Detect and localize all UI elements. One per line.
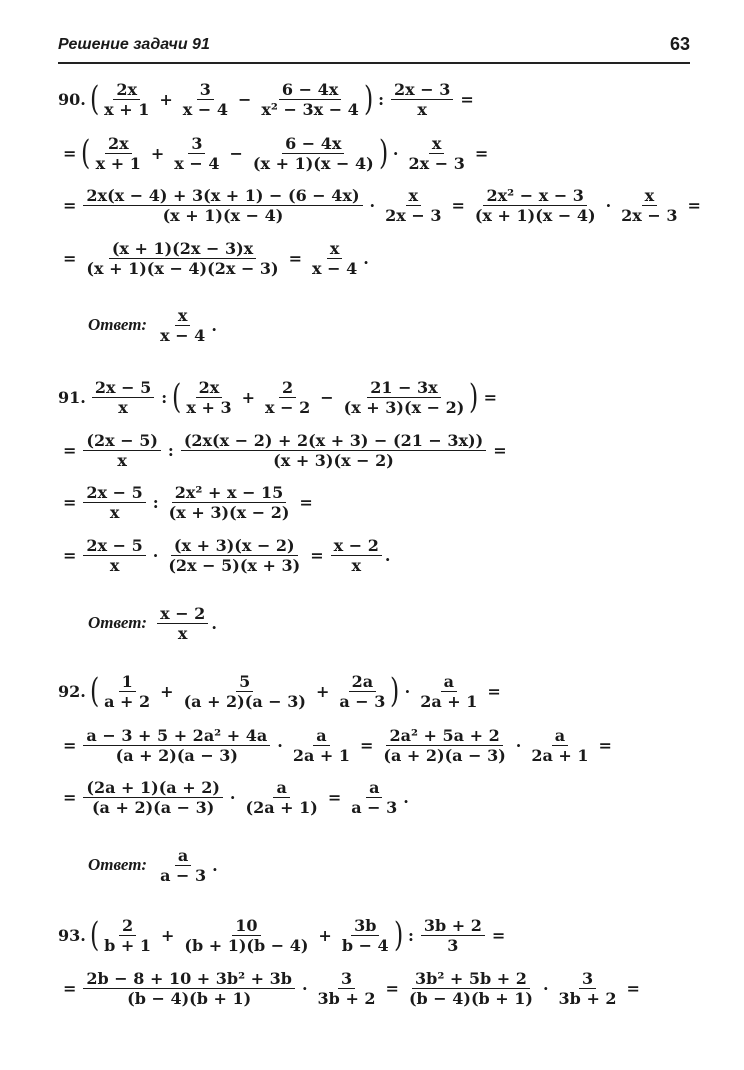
- numerator: 3b² + 5b + 2: [412, 969, 530, 989]
- operator: −: [229, 143, 243, 163]
- numerator: 2x² − x − 3: [483, 186, 586, 206]
- operator: =: [288, 248, 303, 268]
- problem-91-answer: [88, 598, 217, 648]
- operator: =: [491, 925, 506, 945]
- denominator: x: [417, 99, 427, 119]
- denominator: 2x − 3: [621, 205, 678, 225]
- fraction: [101, 80, 152, 119]
- denominator: b + 1: [104, 935, 151, 955]
- problem-90-line-1: [58, 74, 479, 124]
- operator: :: [152, 492, 159, 512]
- denominator: x − 4: [160, 325, 206, 345]
- operator: :: [161, 387, 168, 407]
- open-paren: (: [89, 79, 100, 119]
- problem-92-line-1: [58, 666, 506, 716]
- fraction: [331, 536, 382, 575]
- numerator: 3b: [351, 916, 379, 936]
- operator: =: [63, 492, 77, 512]
- answer-label: Ответ:: [88, 613, 148, 632]
- operator: +: [241, 387, 255, 407]
- fraction: [528, 726, 591, 765]
- operator: =: [63, 195, 77, 215]
- denominator: (x + 3)(x − 2): [273, 450, 394, 470]
- running-title: Решение задачи 91: [58, 36, 210, 53]
- numerator: x − 2: [331, 536, 382, 556]
- fraction: [83, 186, 362, 225]
- period: .: [212, 855, 218, 875]
- fraction: [472, 186, 599, 225]
- numerator: x − 2: [157, 604, 208, 624]
- numerator: 2x − 5: [83, 536, 145, 556]
- denominator: b − 4: [341, 935, 389, 955]
- numerator: 2x − 3: [391, 80, 453, 100]
- fraction: [83, 726, 270, 765]
- fraction: [181, 672, 309, 711]
- fraction: [405, 134, 467, 173]
- operator: =: [483, 387, 498, 407]
- problem-93-line-1: [58, 910, 510, 960]
- numerator: (x + 3)(x − 2): [171, 536, 298, 556]
- numerator: a: [441, 672, 457, 692]
- close-paren: ): [378, 133, 388, 173]
- operator: =: [63, 735, 77, 755]
- denominator: a − 3: [351, 797, 398, 817]
- fraction: [166, 483, 293, 522]
- fraction: [83, 239, 281, 278]
- page-header: [58, 30, 690, 62]
- open-paren: (: [89, 671, 100, 711]
- operator: =: [63, 440, 77, 460]
- denominator: (2x − 5)(x + 3): [168, 555, 301, 575]
- fraction: [83, 778, 223, 817]
- denominator: 2x − 3: [385, 205, 442, 225]
- denominator: (x + 3)(x − 2): [343, 397, 465, 417]
- numerator: (2x(x − 2) + 2(x + 3) − (21 − 3x)): [181, 431, 486, 451]
- numerator: (x + 1)(2x − 3)x: [109, 239, 256, 259]
- denominator: a + 2: [104, 691, 151, 711]
- fraction: [92, 378, 154, 417]
- page-number: 63: [669, 34, 690, 54]
- denominator: x: [177, 623, 188, 643]
- operator: +: [150, 143, 165, 163]
- denominator: x − 4: [182, 99, 228, 119]
- operator: =: [299, 492, 313, 512]
- operator: :: [407, 925, 414, 945]
- answer-fraction: [157, 846, 209, 885]
- numerator: a: [273, 778, 289, 798]
- numerator: 2x: [105, 134, 132, 154]
- denominator: (x + 1)(x − 4): [474, 205, 596, 225]
- operator: +: [315, 681, 330, 701]
- problem-number: 91.: [58, 387, 86, 407]
- operator: =: [460, 89, 474, 109]
- numerator: 3b + 2: [421, 916, 485, 936]
- fraction: [618, 186, 680, 225]
- problem-90-line-4: [58, 233, 369, 283]
- denominator: (x + 1)(x − 4): [252, 153, 374, 173]
- operator: ·: [152, 545, 159, 565]
- period: .: [363, 248, 369, 268]
- fraction: [181, 916, 311, 955]
- problem-91-line-1: [58, 372, 502, 422]
- denominator: x − 4: [174, 153, 220, 173]
- fraction: [171, 134, 222, 173]
- denominator: (2a + 1): [245, 797, 318, 817]
- numerator: x: [429, 134, 445, 154]
- numerator: (2x − 5): [83, 431, 161, 451]
- denominator: (a + 2)(a − 3): [91, 797, 215, 817]
- fraction: [83, 536, 145, 575]
- denominator: (a + 2)(a − 3): [383, 745, 506, 765]
- numerator: x: [406, 186, 422, 206]
- denominator: 2x − 3: [408, 153, 465, 173]
- denominator: a − 3: [339, 691, 386, 711]
- operator: =: [310, 545, 324, 565]
- fraction: [93, 134, 144, 173]
- denominator: (a + 2)(a − 3): [115, 745, 238, 765]
- fraction: [315, 969, 379, 1008]
- open-paren: (: [81, 133, 91, 173]
- operator: +: [160, 925, 175, 945]
- fraction: [258, 80, 361, 119]
- operator: ·: [542, 978, 549, 998]
- denominator: (b + 1)(b − 4): [184, 935, 309, 955]
- denominator: x: [109, 555, 120, 575]
- operator: −: [237, 89, 252, 109]
- denominator: x: [118, 397, 128, 417]
- problem-92-answer: [88, 840, 218, 890]
- operator: =: [626, 978, 640, 998]
- problem-90-line-3: [58, 180, 706, 230]
- problem-91-line-4: [58, 530, 390, 580]
- denominator: 3b + 2: [317, 988, 376, 1008]
- fraction: [309, 239, 360, 278]
- numerator: a: [175, 846, 191, 866]
- operator: =: [687, 195, 701, 215]
- numerator: a: [366, 778, 382, 798]
- fraction: [290, 726, 353, 765]
- fraction: [180, 80, 231, 119]
- fraction: [341, 378, 468, 417]
- denominator: 2a + 1: [531, 745, 589, 765]
- fraction: [83, 969, 295, 1008]
- fraction: [380, 726, 508, 765]
- fraction: [83, 431, 161, 470]
- denominator: (a + 2)(a − 3): [183, 691, 306, 711]
- fraction: [382, 186, 444, 225]
- answer-fraction: [157, 306, 208, 345]
- fraction: [101, 916, 154, 955]
- operator: :: [167, 440, 174, 460]
- denominator: (x + 3)(x − 2): [168, 502, 290, 522]
- numerator: 5: [236, 672, 253, 692]
- operator: ·: [605, 195, 612, 215]
- denominator: x + 3: [186, 397, 232, 417]
- denominator: x − 4: [312, 258, 358, 278]
- denominator: 3: [447, 935, 459, 955]
- numerator: x: [327, 239, 343, 259]
- operator: ·: [392, 143, 399, 163]
- fraction: [181, 431, 486, 470]
- numerator: x: [642, 186, 658, 206]
- operator: +: [160, 681, 174, 701]
- numerator: 3: [188, 134, 205, 154]
- numerator: 3: [579, 969, 596, 989]
- fraction: [183, 378, 234, 417]
- numerator: 2a: [349, 672, 377, 692]
- numerator: 6 − 4x: [282, 134, 344, 154]
- problem-90-answer: [88, 300, 217, 350]
- fraction: [339, 916, 392, 955]
- fraction: [83, 483, 145, 522]
- fraction: [421, 916, 485, 955]
- denominator: (x + 1)(x − 4)(2x − 3): [86, 258, 279, 278]
- numerator: 6 − 4x: [279, 80, 341, 100]
- denominator: 3b + 2: [558, 988, 617, 1008]
- operator: ·: [277, 735, 283, 755]
- numerator: a: [552, 726, 568, 746]
- operator: ·: [229, 787, 236, 807]
- numerator: a − 3 + 5 + 2a² + 4a: [83, 726, 270, 746]
- operator: =: [63, 545, 77, 565]
- operator: =: [385, 978, 399, 998]
- numerator: 10: [232, 916, 260, 936]
- close-paren: ): [469, 377, 479, 417]
- denominator: x² − 3x − 4: [261, 99, 359, 119]
- fraction: [336, 672, 388, 711]
- fraction: [101, 672, 153, 711]
- operator: =: [63, 143, 77, 163]
- denominator: (x + 1)(x − 4): [162, 205, 284, 225]
- denominator: a − 3: [160, 865, 207, 885]
- close-paren: ): [363, 79, 374, 119]
- open-paren: (: [89, 915, 100, 955]
- numerator: 2b − 8 + 10 + 3b² + 3b: [83, 969, 295, 989]
- denominator: (b − 4)(b + 1): [408, 988, 533, 1008]
- problem-90-line-2: [58, 128, 493, 178]
- numerator: 3: [338, 969, 355, 989]
- operator: ·: [369, 195, 376, 215]
- header-rule: [58, 62, 690, 64]
- problem-93-line-2: [58, 963, 645, 1013]
- fraction: [250, 134, 377, 173]
- numerator: 3: [197, 80, 214, 100]
- numerator: 2: [279, 378, 296, 398]
- operator: =: [360, 735, 374, 755]
- operator: =: [451, 195, 465, 215]
- operator: =: [63, 787, 77, 807]
- period: .: [384, 545, 391, 565]
- operator: =: [63, 248, 77, 268]
- open-paren: (: [172, 377, 182, 417]
- fraction: [348, 778, 400, 817]
- operator: ·: [404, 681, 411, 701]
- numerator: 2x − 5: [92, 378, 154, 398]
- problem-number: 92.: [58, 681, 86, 701]
- numerator: 1: [119, 672, 136, 692]
- problem-92-line-3: [58, 772, 409, 822]
- fraction: [556, 969, 620, 1008]
- denominator: x − 2: [265, 397, 311, 417]
- operator: +: [318, 925, 332, 945]
- problem-number: 93.: [58, 925, 86, 945]
- denominator: x + 1: [104, 99, 150, 119]
- numerator: 21 − 3x: [367, 378, 440, 398]
- numerator: 2x(x − 4) + 3(x + 1) − (6 − 4x): [83, 186, 362, 206]
- close-paren: ): [393, 915, 403, 955]
- operator: :: [378, 89, 384, 109]
- close-paren: ): [390, 671, 400, 711]
- fraction: [243, 778, 321, 817]
- problem-92-line-2: [58, 720, 617, 770]
- operator: +: [159, 89, 173, 109]
- operator: =: [63, 978, 77, 998]
- fraction: [391, 80, 453, 119]
- answer-label: Ответ:: [88, 315, 148, 334]
- denominator: 2a + 1: [292, 745, 350, 765]
- denominator: (b − 4)(b + 1): [127, 988, 252, 1008]
- denominator: x: [351, 555, 361, 575]
- fraction: [406, 969, 536, 1008]
- operator: =: [493, 440, 507, 460]
- denominator: 2a + 1: [420, 691, 478, 711]
- operator: =: [474, 143, 489, 163]
- operator: ·: [515, 735, 522, 755]
- denominator: x + 1: [95, 153, 141, 173]
- numerator: 2x² + x − 15: [172, 483, 287, 503]
- fraction: [165, 536, 303, 575]
- operator: =: [487, 681, 501, 701]
- fraction: [417, 672, 480, 711]
- numerator: 2: [119, 916, 136, 936]
- denominator: x: [109, 502, 120, 522]
- numerator: a: [313, 726, 329, 746]
- problem-number: 90.: [58, 89, 86, 109]
- problem-91-line-3: [58, 477, 318, 527]
- denominator: x: [117, 450, 127, 470]
- operator: ·: [301, 978, 308, 998]
- numerator: 2x: [196, 378, 223, 398]
- numerator: 2x − 5: [83, 483, 145, 503]
- problem-91-line-2: [58, 425, 512, 475]
- operator: =: [327, 787, 342, 807]
- period: .: [403, 787, 409, 807]
- operator: =: [598, 735, 612, 755]
- numerator: 2a² + 5a + 2: [386, 726, 502, 746]
- numerator: 2x: [113, 80, 140, 100]
- fraction: [262, 378, 313, 417]
- numerator: x: [175, 306, 191, 326]
- operator: −: [320, 387, 334, 407]
- answer-fraction: [157, 604, 208, 643]
- answer-label: Ответ:: [88, 855, 148, 874]
- period: .: [211, 315, 217, 335]
- period: .: [211, 613, 217, 633]
- numerator: (2a + 1)(a + 2): [83, 778, 223, 798]
